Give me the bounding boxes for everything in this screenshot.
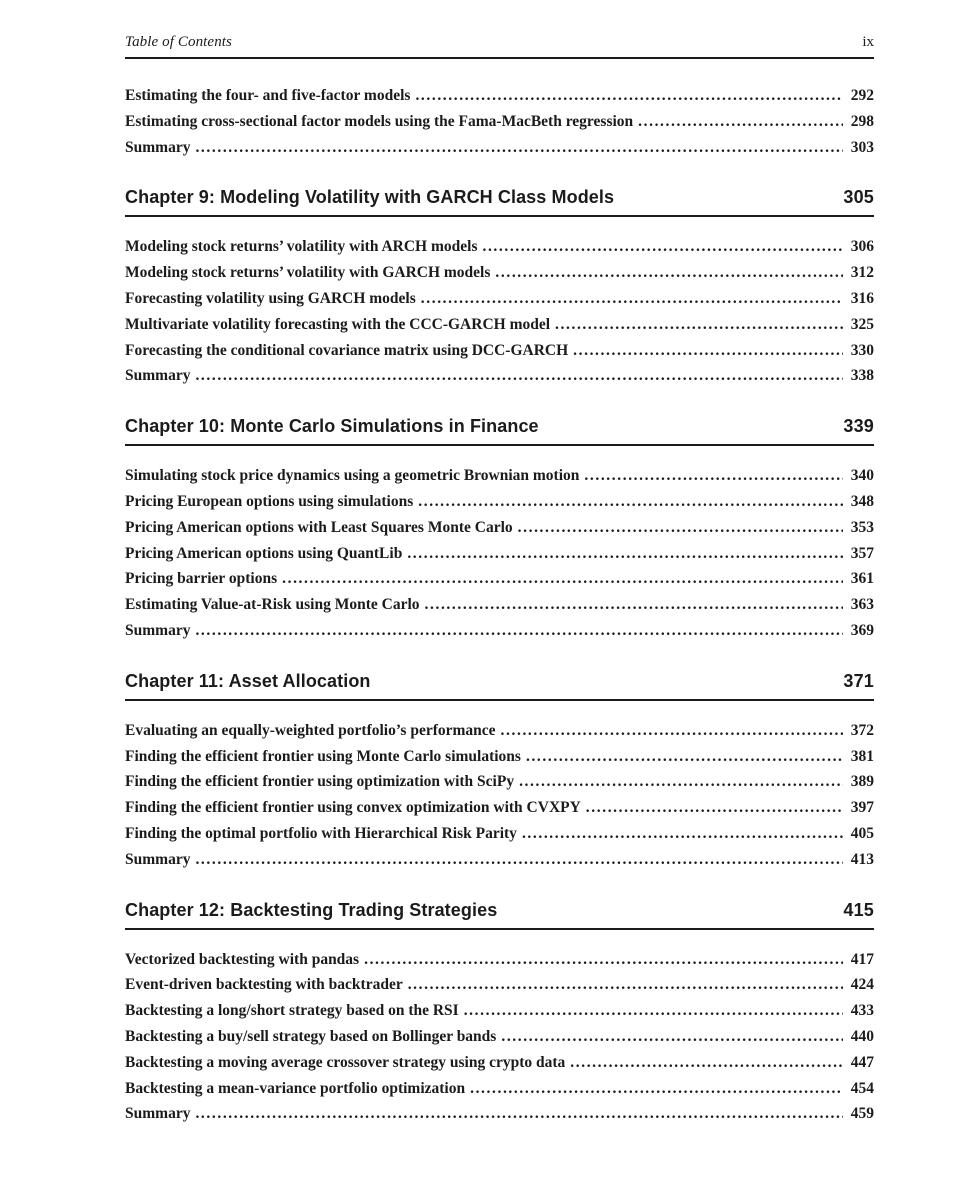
entry-title: Summary xyxy=(125,367,191,385)
entry-page-number: 316 xyxy=(850,289,874,307)
entry-title: Estimating Value-at-Risk using Monte Carlo xyxy=(125,596,420,614)
entry-page-number: 372 xyxy=(850,721,874,739)
toc-entry xyxy=(125,541,874,567)
toc-section xyxy=(125,671,874,873)
dot-leader xyxy=(586,795,843,821)
entry-title: Pricing barrier options xyxy=(125,570,278,588)
toc-section xyxy=(125,900,874,1128)
entry-page-number: 417 xyxy=(850,950,874,968)
entry-page-number: 303 xyxy=(850,138,874,156)
toc-list xyxy=(125,83,874,1127)
folio-page-number: ix xyxy=(862,34,874,50)
entry-title: Summary xyxy=(125,1105,191,1123)
entry-page-number: 369 xyxy=(850,621,874,639)
toc-section xyxy=(125,83,874,160)
entry-page-number: 348 xyxy=(850,492,874,510)
entry-title: Estimating the four- and five-factor models xyxy=(125,87,411,104)
toc-entry xyxy=(125,463,874,489)
entry-page-number: 361 xyxy=(850,570,874,588)
toc-entry xyxy=(125,821,874,847)
dot-leader xyxy=(570,1050,843,1076)
toc-section xyxy=(125,187,874,389)
chapter-entries xyxy=(125,463,874,644)
entry-page-number: 338 xyxy=(850,367,874,385)
toc-entry xyxy=(125,83,874,109)
entry-page-number: 381 xyxy=(850,747,874,765)
chapter-page-number: 371 xyxy=(843,670,874,691)
entry-page-number: 454 xyxy=(850,1079,874,1097)
entry-title: Forecasting volatility using GARCH models xyxy=(125,289,416,307)
toc-entry xyxy=(125,998,874,1024)
dot-leader xyxy=(415,83,843,109)
dot-leader xyxy=(195,847,843,873)
toc-entry xyxy=(125,234,874,260)
entry-page-number: 424 xyxy=(850,976,874,994)
toc-entry xyxy=(125,1024,874,1050)
toc-entry xyxy=(125,109,874,135)
entry-title: Backtesting a long/short strategy based on the RSI xyxy=(125,1002,459,1020)
dot-leader xyxy=(418,489,843,515)
entry-title: Simulating stock price dynamics using a geometric Brownian motion xyxy=(125,467,580,485)
entry-page-number: 459 xyxy=(850,1105,874,1123)
entry-title: Modeling stock returns’ volatility with ARCH models xyxy=(125,238,478,256)
entry-title: Summary xyxy=(125,850,191,868)
dot-leader xyxy=(518,515,843,541)
dot-leader xyxy=(584,463,843,489)
toc-entry xyxy=(125,947,874,973)
chapter-title: Chapter 10: Monte Carlo Simulations in Finance xyxy=(125,416,539,437)
entry-page-number: 447 xyxy=(850,1053,874,1071)
page-header xyxy=(125,34,874,51)
entry-title: Backtesting a mean-variance portfolio optimization xyxy=(125,1079,466,1097)
toc-entry xyxy=(125,847,874,873)
toc-entry xyxy=(125,286,874,312)
entry-title: Estimating cross-sectional factor models using the Fama-MacBeth regression xyxy=(125,112,634,130)
dot-leader xyxy=(501,718,843,744)
chapter-heading xyxy=(125,416,874,446)
chapter-entries xyxy=(125,947,874,1128)
entry-title: Pricing American options with Least Squares Monte Carlo xyxy=(125,518,513,536)
dot-leader xyxy=(495,260,843,286)
dot-leader xyxy=(195,363,843,389)
entry-title: Finding the efficient frontier using Monte Carlo simulations xyxy=(125,747,521,765)
entry-page-number: 357 xyxy=(850,544,874,562)
dot-leader xyxy=(421,286,843,312)
entry-page-number: 405 xyxy=(850,824,874,842)
entry-title: Backtesting a buy/sell strategy based on Bollinger bands xyxy=(125,1027,497,1045)
chapter-title: Chapter 9: Modeling Volatility with GARCH Class Models xyxy=(125,187,615,208)
toc-entry xyxy=(125,718,874,744)
entry-title: Pricing American options using QuantLib xyxy=(125,544,403,562)
entry-page-number: 413 xyxy=(850,850,874,868)
entry-page-number: 312 xyxy=(850,264,874,282)
entry-title: Summary xyxy=(125,621,191,639)
dot-leader xyxy=(470,1076,843,1102)
dot-leader xyxy=(364,947,843,973)
dot-leader xyxy=(573,338,843,364)
dot-leader xyxy=(195,618,843,644)
entry-title: Finding the efficient frontier using optimization with SciPy xyxy=(125,773,515,791)
toc-entry xyxy=(125,1076,874,1102)
entry-title: Pricing European options using simulations xyxy=(125,492,414,510)
entry-page-number: 306 xyxy=(850,238,874,256)
entry-page-number: 389 xyxy=(850,773,874,791)
dot-leader xyxy=(425,592,843,618)
entry-page-number: 330 xyxy=(850,341,874,359)
toc-entry xyxy=(125,135,874,161)
toc-entry xyxy=(125,795,874,821)
toc-entry xyxy=(125,592,874,618)
chapter-page-number: 415 xyxy=(843,899,874,920)
entry-title: Vectorized backtesting with pandas xyxy=(125,950,360,968)
toc-entry xyxy=(125,489,874,515)
toc-entry xyxy=(125,1050,874,1076)
entry-title: Summary xyxy=(125,138,191,156)
entry-title: Finding the optimal portfolio with Hierarchical Risk Parity xyxy=(125,824,517,842)
entry-page-number: 340 xyxy=(850,467,874,485)
chapter-entries xyxy=(125,83,874,160)
toc-entry xyxy=(125,972,874,998)
dot-leader xyxy=(555,312,843,338)
dot-leader xyxy=(638,109,843,135)
entry-title: Event-driven backtesting with backtrader xyxy=(125,976,403,994)
toc-entry xyxy=(125,338,874,364)
entry-page-number: 440 xyxy=(850,1027,874,1045)
dot-leader xyxy=(519,769,843,795)
dot-leader xyxy=(282,566,843,592)
chapter-page-number: 339 xyxy=(843,416,874,437)
chapter-heading xyxy=(125,671,874,701)
dot-leader xyxy=(408,972,843,998)
entry-title: Finding the efficient frontier using convex optimization with CVXPY xyxy=(125,799,581,817)
chapter-heading xyxy=(125,900,874,930)
running-title: Table of Contents xyxy=(125,34,232,50)
toc-entry xyxy=(125,363,874,389)
entry-title: Modeling stock returns’ volatility with GARCH models xyxy=(125,264,491,282)
dot-leader xyxy=(464,998,843,1024)
entry-title: Multivariate volatility forecasting with the CCC-GARCH model xyxy=(125,315,551,333)
dot-leader xyxy=(195,135,843,161)
dot-leader xyxy=(407,541,843,567)
chapter-entries xyxy=(125,234,874,389)
dot-leader xyxy=(501,1024,843,1050)
dot-leader xyxy=(526,744,843,770)
chapter-heading xyxy=(125,187,874,217)
entry-page-number: 397 xyxy=(850,799,874,817)
toc-entry xyxy=(125,260,874,286)
entry-title: Forecasting the conditional covariance matrix using DCC-GARCH xyxy=(125,341,569,359)
chapter-entries xyxy=(125,718,874,873)
dot-leader xyxy=(195,1101,843,1127)
chapter-page-number: 305 xyxy=(843,187,874,208)
toc-entry xyxy=(125,312,874,338)
entry-page-number: 325 xyxy=(850,315,874,333)
toc-entry xyxy=(125,566,874,592)
entry-page-number: 292 xyxy=(850,87,874,104)
entry-title: Evaluating an equally-weighted portfolio’s performance xyxy=(125,721,496,739)
header-rule xyxy=(125,57,874,59)
entry-page-number: 363 xyxy=(850,596,874,614)
toc-entry xyxy=(125,1101,874,1127)
entry-title: Backtesting a moving average crossover strategy using crypto data xyxy=(125,1053,566,1071)
entry-page-number: 433 xyxy=(850,1002,874,1020)
chapter-title: Chapter 12: Backtesting Trading Strategies xyxy=(125,899,498,920)
toc-entry xyxy=(125,769,874,795)
toc-entry xyxy=(125,515,874,541)
dot-leader xyxy=(482,234,843,260)
toc-section xyxy=(125,416,874,644)
entry-page-number: 298 xyxy=(850,112,874,130)
dot-leader xyxy=(522,821,843,847)
chapter-title: Chapter 11: Asset Allocation xyxy=(125,670,371,691)
toc-entry xyxy=(125,744,874,770)
entry-page-number: 353 xyxy=(850,518,874,536)
toc-entry xyxy=(125,618,874,644)
